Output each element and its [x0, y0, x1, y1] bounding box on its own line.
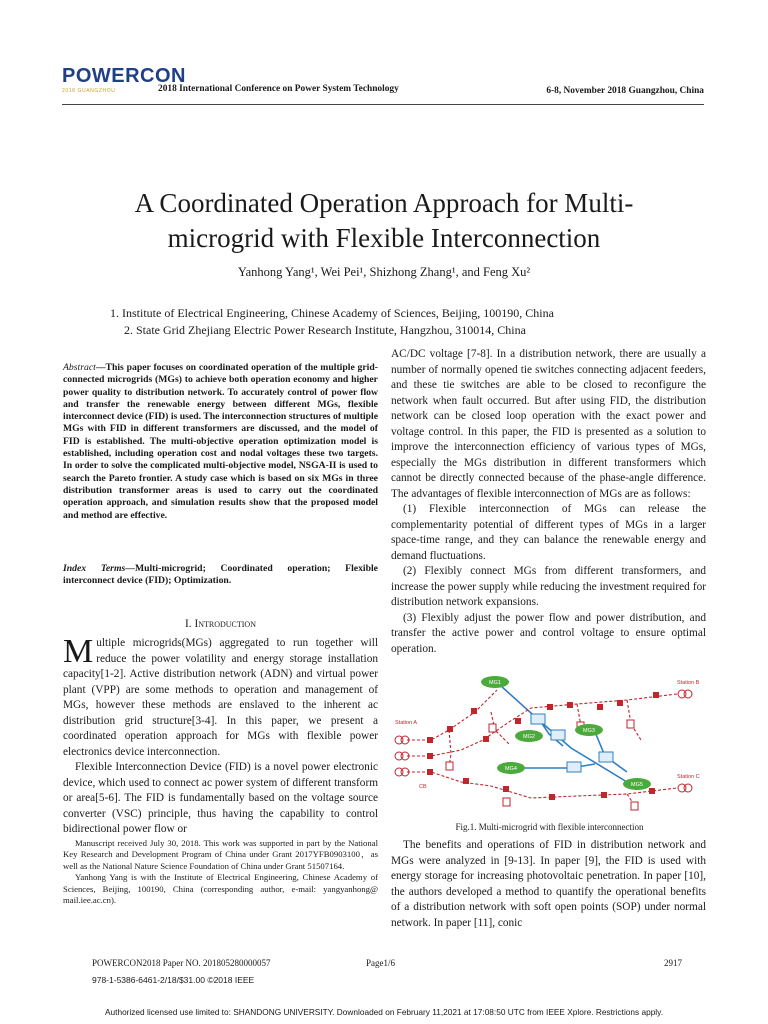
breaker	[547, 704, 553, 710]
mg03-label: MG3	[583, 728, 595, 734]
open-switch	[489, 724, 496, 732]
breaker	[427, 769, 433, 775]
transformer-coil	[684, 690, 692, 698]
station-b-label: Station B	[677, 680, 700, 686]
section-heading-introduction	[63, 618, 378, 630]
open-switch	[631, 802, 638, 810]
fid-devices	[531, 714, 613, 772]
fid-box	[551, 730, 565, 740]
mg02-label: MG2	[523, 734, 535, 740]
powercon-logo	[62, 65, 186, 104]
open-switches	[446, 720, 638, 810]
breaker	[549, 794, 555, 800]
conference-name: 2018 International Conference on Power System Technology	[158, 84, 399, 94]
breaker	[515, 718, 521, 724]
station-a-label: Station A	[395, 720, 418, 726]
open-switch	[446, 762, 453, 770]
breaker	[483, 736, 489, 742]
breaker	[653, 692, 659, 698]
affiliation-1: 1. Institute of Electrical Engineering, Chinese Academy of Sciences, Beijing, 100190, China	[110, 306, 554, 320]
intro-paragraph-2: Flexible Interconnection Device (FID) is a novel power electronic device, which used to connect ac power system of different transform or area[5-6]. The FID is fundamentally based on the voltage source converter (VSC) principle, thus having the capability to control bidirectional power flow or	[63, 761, 378, 835]
open-switch	[627, 720, 634, 728]
affiliation-2: 2. State Grid Zhejiang Electric Power Research Institute, Hangzhou, 310014, China	[124, 323, 526, 337]
breaker	[597, 704, 603, 710]
breaker	[601, 792, 607, 798]
logo-on-text: ON	[155, 65, 186, 87]
footnotes	[63, 838, 378, 906]
index-terms-text: —Multi-microgrid; Coordinated operation; Flexible interconnect device (FID); Optimization.	[63, 563, 378, 587]
fid-box	[531, 714, 545, 724]
breaker	[649, 788, 655, 794]
breaker	[447, 726, 453, 732]
breaker	[617, 700, 623, 706]
right-paragraph-2: (1) Flexible interconnection of MGs can release the complementarity potential of different types of MGs in a larger space-time range, and they can balance the renewable energy and demand fluctuations.	[391, 503, 706, 562]
right-column-body	[391, 347, 706, 657]
figure-caption: Fig.1. Multi-microgrid with flexible interconnection	[455, 822, 644, 832]
breaker	[427, 737, 433, 743]
microgrid-nodes	[481, 676, 651, 790]
footnote-manuscript: Manuscript received July 30, 2018. This work was supported in part by the National Key Research and Development Program of China under Grant 2017YFB0903100，as well as the National Nature Science Foundation of China under Grant 51507164.	[63, 838, 378, 871]
logo-subtitle: 2018 GUANGZHOU	[62, 88, 116, 94]
breaker	[471, 708, 477, 714]
logo-main-text: POWERC	[62, 65, 155, 87]
fid-box	[567, 762, 581, 772]
feeder-1	[407, 690, 497, 740]
mg04-label: MG4	[505, 766, 517, 772]
footer-page-number: 2917	[664, 958, 682, 968]
station-c-label: Station C	[677, 774, 700, 780]
fid-box	[599, 752, 613, 762]
right-paragraph-3: (2) Flexibly connect MGs from different transformers, and increase the power supply while reducing the investment required for distribution network expansions.	[391, 565, 706, 608]
author-list: Yanhong Yang¹, Wei Pei¹, Shizhong Zhang¹, and Feng Xu²	[237, 265, 531, 279]
breaker	[503, 786, 509, 792]
right-paragraph-4: (3) Flexibly adjust the power flow and power distribution, and transfer the active power and control voltage to ensure optimal operation.	[391, 611, 706, 655]
right-paragraph-5: The benefits and operations of FID in distribution network and MGs were analyzed in [9-13]. In paper [9], the FID is used with energy storage for increasing photovoltaic penetration. In paper [10], the authors developed a method to quantify the operational benefits of a distribution network with soft open points (SOP) under normal network. In paper [11], conic	[391, 839, 706, 929]
drop-cap: M	[63, 633, 94, 670]
header-divider	[62, 104, 704, 105]
network-diagram	[391, 664, 708, 816]
right-paragraph-1: AC/DC voltage [7-8]. In a distribution network, there are usually a number of normally opened tie switches connecting adjacent feeders, and these tie switches are able to be closed to reconfigure the network when fault occurred. But after using FID, the distribution network can be closed loop operation with the exact power and voltage control. In this paper, the FID is presented as a solution to improve the interconnection efficiency of various types of MGs, especially the MGs distribution in different transformers which cannot be directly connected because of the phase-angle difference. The advantages of flexible interconnection of MGs are as follows:	[391, 348, 706, 500]
title-line-2: microgrid with Flexible Interconnection	[167, 223, 601, 253]
transformer-coil	[684, 784, 692, 792]
transformers	[395, 690, 692, 792]
section-title: Introduction	[194, 618, 256, 630]
feeder-2	[407, 694, 677, 756]
right-column-continued	[391, 838, 706, 931]
intro-paragraph-1	[63, 633, 378, 760]
conference-date-place: 6-8, November 2018 Guangzhou, China	[546, 86, 704, 96]
abstract-text: —This paper focuses on coordinated operation of the multiple grid-connected microgrids (MGs) to achieve both operation economy and higher power quality to distribution network. To accurately control of power flow and transfer the renewable energy between different MGs, flexible interconnect device (FID) is used. The interconnection structures of multiple MGs with FID in different transformers are discussed, and the model of FID is established. The multi-objective operation optimization model is established, including operation cost and nodal voltages these two targets. In order to solve the complicated multi-objective model, NSGA-II is used to search the Pareto frontier. A study case which is based on six MGs in three distribution transformer areas is used to carry out the coordinated operation approach, and simulation results show that the proposed model and method are effective.	[63, 362, 378, 521]
cb-label: CB	[419, 784, 427, 790]
footer-paper-number: POWERCON2018 Paper NO. 201805280000057	[92, 958, 271, 968]
intro-paragraph-1-text: ultiple microgrids(MGs) aggregated to run together will reduce the power volatility and energy storage installation capacity[1-2]. Active distribution network (ADN) and virtual power plant (VPP) are some methods to operation and management of MGs, however these methods are enslaved to the inherent ac distribution grid structure[3-4]. In this paper, we present a coordinated operation approach for MGs with flexible power electronics device interconnection.	[63, 637, 378, 758]
authorized-use-notice: Authorized licensed use limited to: SHANDONG UNIVERSITY. Downloaded on February 11,2021 at 17:08:50 UTC from IEEE Xplore. Restrictions apply.	[105, 1007, 663, 1017]
footnote-author: Yanhong Yang is with the Institute of Electrical Engineering, Chinese Academy of Sciences, Beijing, 100190, China (corresponding author, e-mail: yangyanhong@ mail.iee.ac.cn).	[63, 872, 378, 906]
mg05-label: MG5	[631, 782, 643, 788]
introduction-body	[63, 633, 378, 838]
mg01-label: MG1	[489, 680, 501, 686]
index-terms	[63, 563, 378, 588]
abstract	[63, 362, 378, 522]
breaker	[427, 753, 433, 759]
breaker	[463, 778, 469, 784]
breaker	[567, 702, 573, 708]
figure-multi-microgrid	[391, 664, 708, 816]
abstract-label: Abstract	[63, 362, 96, 373]
footer-isbn: 978-1-5386-6461-2/18/$31.00 ©2018 IEEE	[92, 975, 255, 985]
index-terms-label: Index Terms	[63, 563, 126, 574]
open-switch	[503, 798, 510, 806]
section-number: I.	[185, 618, 195, 630]
footer-page: Page1/6	[366, 958, 395, 968]
title-line-1: A Coordinated Operation Approach for Multi-	[134, 188, 634, 218]
paper-title	[60, 186, 708, 256]
